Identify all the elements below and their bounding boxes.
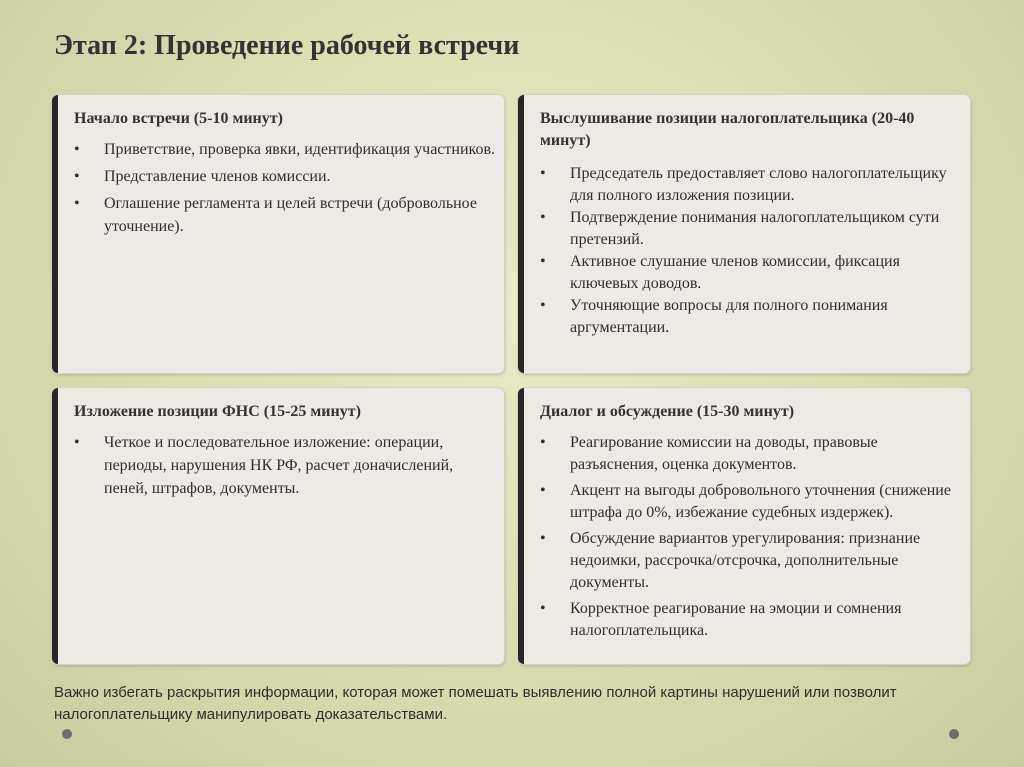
card-heading: Выслушивание позиции налогоплательщика (20-40 минут) xyxy=(540,110,915,149)
card-heading: Начало встречи (5-10 минут) xyxy=(74,110,283,127)
card-fns-position xyxy=(52,388,504,664)
footer-note: Важно избегать раскрытия информации, которая может помешать выявлению полной картины нарушений или позволит налогоплательщику манипулировать доказательствами. xyxy=(54,684,897,723)
list-item: • Председатель предоставляет слово налогоплательщику для полного изложения позиции. xyxy=(540,163,960,207)
list-item: • Уточняющие вопросы для полного понимания аргументации. xyxy=(540,295,960,339)
card-dialogue xyxy=(518,388,970,664)
list-item: • Приветствие, проверка явки, идентификация участников. xyxy=(74,138,524,161)
list-item: • Оглашение регламента и целей встречи (добровольное уточнение). xyxy=(74,192,524,238)
bullet-list xyxy=(74,431,490,504)
list-item: • Акцент на выгоды добровольного уточнения (снижение штрафа до 0%, избежание судебных издержек). xyxy=(540,480,960,524)
card-meeting-start xyxy=(52,95,504,373)
bullet-list xyxy=(540,432,960,646)
list-item: • Обсуждение вариантов урегулирования: признание недоимки, рассрочка/отсрочка, дополнительные документы. xyxy=(540,528,960,594)
list-item: • Представление членов комиссии. xyxy=(74,165,524,188)
list-item: • Корректное реагирование на эмоции и сомнения налогоплательщика. xyxy=(540,598,960,642)
decorative-dot-left xyxy=(62,729,72,739)
list-item: • Подтверждение понимания налогоплательщиком сути претензий. xyxy=(540,207,960,251)
card-heading: Изложение позиции ФНС (15-25 минут) xyxy=(74,403,361,420)
bullet-list xyxy=(74,138,524,242)
decorative-dot-right xyxy=(949,729,959,739)
list-item: • Реагирование комиссии на доводы, правовые разъяснения, оценка документов. xyxy=(540,432,960,476)
list-item: • Активное слушание членов комиссии, фиксация ключевых доводов. xyxy=(540,251,960,295)
slide-title: Этап 2: Проведение рабочей встречи xyxy=(54,30,520,61)
card-taxpayer-position xyxy=(518,95,970,373)
card-heading: Диалог и обсуждение (15-30 минут) xyxy=(540,403,795,420)
list-item: • Четкое и последовательное изложение: операции, периоды, нарушения НК РФ, расчет доначислений, пеней, штрафов, документы. xyxy=(74,431,490,500)
bullet-list xyxy=(540,163,960,339)
